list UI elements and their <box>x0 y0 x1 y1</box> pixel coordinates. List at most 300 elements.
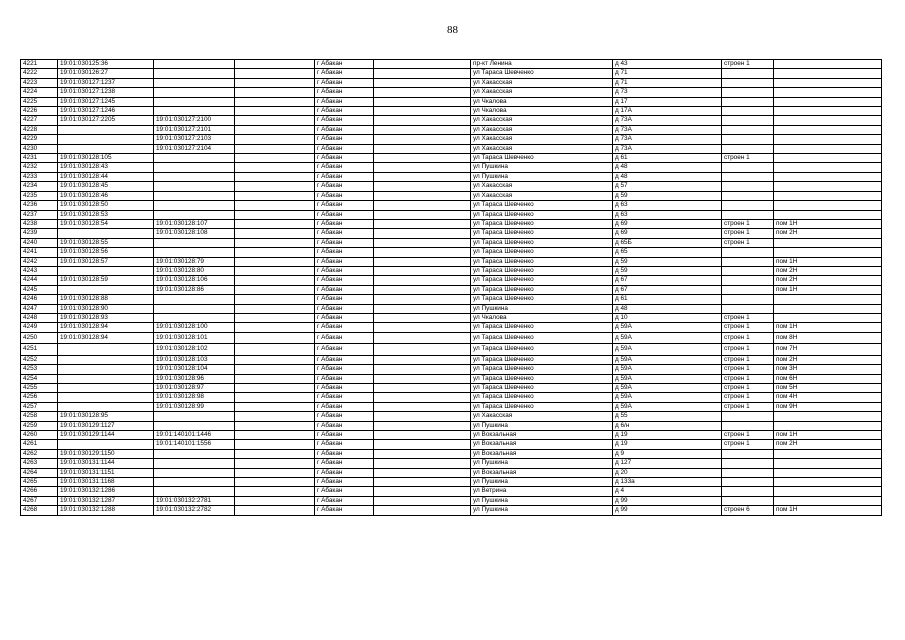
cell-object-cadastral-number <box>154 468 235 477</box>
table-row <box>21 210 882 219</box>
cell-premises <box>774 107 882 116</box>
cell-blank-column <box>235 285 315 294</box>
cell-cadastral-number <box>58 229 154 238</box>
cell-city: г Абакан <box>315 248 374 257</box>
cell-blank-column-2 <box>374 496 471 505</box>
cell-building: строен 1 <box>722 440 774 449</box>
cell-blank-column-2 <box>374 431 471 440</box>
cell-cadastral-number: 19:01:030128:93 <box>58 313 154 322</box>
cell-blank-column-2 <box>374 229 471 238</box>
cell-building: строен 1 <box>722 238 774 247</box>
cell-blank-column-2 <box>374 238 471 247</box>
cell-blank-column <box>235 60 315 69</box>
cell-object-cadastral-number <box>154 478 235 487</box>
cell-premises <box>774 210 882 219</box>
cell-house: д 65Б <box>613 238 722 247</box>
cell-house: д 59А <box>613 402 722 411</box>
cell-street: ул Тараса Шевченко <box>471 332 613 344</box>
cell-building: строен 1 <box>722 332 774 344</box>
cell-city: г Абакан <box>315 88 374 97</box>
cell-premises: пом 1Н <box>774 219 882 228</box>
cell-blank-column <box>235 248 315 257</box>
cell-blank-column-2 <box>374 374 471 383</box>
table-row <box>21 285 882 294</box>
cell-object-cadastral-number <box>154 210 235 219</box>
cell-blank-column-2 <box>374 421 471 430</box>
cell-row-number: 4250 <box>21 332 58 344</box>
cell-street: ул Пушкина <box>471 506 613 515</box>
cell-object-cadastral-number: 19:01:030128:99 <box>154 402 235 411</box>
cell-premises <box>774 487 882 496</box>
cell-cadastral-number: 19:01:030128:94 <box>58 332 154 344</box>
cell-cadastral-number: 19:01:030131:1168 <box>58 478 154 487</box>
cell-house: д 48 <box>613 304 722 313</box>
cell-blank-column <box>235 323 315 332</box>
cell-cadastral-number: 19:01:030128:95 <box>58 412 154 421</box>
cell-street: ул Тараса Шевченко <box>471 248 613 257</box>
cell-city: г Абакан <box>315 402 374 411</box>
cell-premises: пом 2Н <box>774 440 882 449</box>
cell-blank-column-2 <box>374 182 471 191</box>
cell-city: г Абакан <box>315 144 374 153</box>
cell-row-number: 4241 <box>21 248 58 257</box>
cell-object-cadastral-number: 19:01:030127:2103 <box>154 135 235 144</box>
cell-blank-column-2 <box>374 125 471 134</box>
cell-premises: пом 6Н <box>774 374 882 383</box>
table-row <box>21 344 882 356</box>
cell-blank-column-2 <box>374 344 471 356</box>
cell-row-number: 4238 <box>21 219 58 228</box>
table-row <box>21 431 882 440</box>
cell-blank-column <box>235 313 315 322</box>
cell-object-cadastral-number <box>154 304 235 313</box>
cell-street: ул Тараса Шевченко <box>471 393 613 402</box>
cell-street: ул Тараса Шевченко <box>471 344 613 356</box>
cell-city: г Абакан <box>315 449 374 458</box>
cell-street: ул Хакасская <box>471 182 613 191</box>
cell-row-number: 4230 <box>21 144 58 153</box>
cell-building <box>722 468 774 477</box>
cell-street: ул Хакасская <box>471 116 613 125</box>
cell-house: д 67 <box>613 276 722 285</box>
cell-object-cadastral-number: 19:01:030128:86 <box>154 285 235 294</box>
cell-blank-column-2 <box>374 393 471 402</box>
cell-row-number: 4227 <box>21 116 58 125</box>
cell-row-number: 4226 <box>21 107 58 116</box>
cell-street: ул Пушкина <box>471 478 613 487</box>
cell-building <box>722 88 774 97</box>
cell-row-number: 4225 <box>21 97 58 106</box>
cell-premises: пом 7Н <box>774 344 882 356</box>
cell-house: д 19 <box>613 431 722 440</box>
cell-building <box>722 304 774 313</box>
cell-house: д 48 <box>613 163 722 172</box>
cell-building: строен 1 <box>722 384 774 393</box>
cell-blank-column-2 <box>374 285 471 294</box>
cell-house: д 65 <box>613 248 722 257</box>
cell-premises <box>774 135 882 144</box>
cell-object-cadastral-number <box>154 163 235 172</box>
cell-street: ул Тараса Шевченко <box>471 201 613 210</box>
cell-premises <box>774 172 882 181</box>
cell-blank-column-2 <box>374 506 471 515</box>
cell-city: г Абакан <box>315 154 374 163</box>
cell-street: ул Тараса Шевченко <box>471 219 613 228</box>
cell-cadastral-number <box>58 355 154 364</box>
cell-cadastral-number: 19:01:030127:1245 <box>58 97 154 106</box>
cell-blank-column-2 <box>374 332 471 344</box>
cell-object-cadastral-number: 19:01:030128:98 <box>154 393 235 402</box>
cell-house: д 99 <box>613 496 722 505</box>
cell-object-cadastral-number <box>154 154 235 163</box>
cell-blank-column-2 <box>374 468 471 477</box>
cell-cadastral-number: 19:01:030131:1144 <box>58 459 154 468</box>
cell-house: д 4 <box>613 487 722 496</box>
cell-cadastral-number: 19:01:030128:57 <box>58 257 154 266</box>
cell-city: г Абакан <box>315 468 374 477</box>
table-row <box>21 154 882 163</box>
cell-blank-column-2 <box>374 154 471 163</box>
cell-cadastral-number: 19:01:030128:44 <box>58 172 154 181</box>
cell-premises <box>774 144 882 153</box>
cell-cadastral-number: 19:01:030128:90 <box>58 304 154 313</box>
cell-premises <box>774 125 882 134</box>
cell-row-number: 4242 <box>21 257 58 266</box>
table-row <box>21 257 882 266</box>
cell-building <box>722 449 774 458</box>
table-row <box>21 69 882 78</box>
cell-house: д 57 <box>613 182 722 191</box>
cell-blank-column <box>235 478 315 487</box>
cell-blank-column <box>235 238 315 247</box>
cell-house: д 9 <box>613 449 722 458</box>
cell-city: г Абакан <box>315 304 374 313</box>
cell-street: ул Хакасская <box>471 144 613 153</box>
cell-cadastral-number: 19:01:030128:50 <box>58 201 154 210</box>
cell-blank-column-2 <box>374 78 471 87</box>
cell-city: г Абакан <box>315 421 374 430</box>
cell-premises <box>774 468 882 477</box>
cell-city: г Абакан <box>315 459 374 468</box>
cell-row-number: 4251 <box>21 344 58 356</box>
cell-blank-column <box>235 182 315 191</box>
cell-row-number: 4247 <box>21 304 58 313</box>
cell-street: ул Пушкина <box>471 459 613 468</box>
cell-house: д 73А <box>613 125 722 134</box>
cell-object-cadastral-number: 19:01:030132:2781 <box>154 496 235 505</box>
table-row <box>21 182 882 191</box>
cell-street: ул Пушкина <box>471 304 613 313</box>
cell-house: д 73А <box>613 116 722 125</box>
cell-city: г Абакан <box>315 431 374 440</box>
cell-blank-column-2 <box>374 487 471 496</box>
cell-house: д 48 <box>613 172 722 181</box>
cell-city: г Абакан <box>315 60 374 69</box>
cell-row-number: 4223 <box>21 78 58 87</box>
cell-blank-column <box>235 402 315 411</box>
cell-premises <box>774 313 882 322</box>
cell-object-cadastral-number <box>154 459 235 468</box>
cell-blank-column-2 <box>374 304 471 313</box>
table-row <box>21 97 882 106</box>
cell-street: ул Хакасская <box>471 191 613 200</box>
cell-cadastral-number: 19:01:030128:105 <box>58 154 154 163</box>
cell-blank-column <box>235 496 315 505</box>
cell-premises <box>774 182 882 191</box>
cell-row-number: 4256 <box>21 393 58 402</box>
cell-building <box>722 487 774 496</box>
cell-cadastral-number: 19:01:030128:56 <box>58 248 154 257</box>
cell-house: д 73А <box>613 135 722 144</box>
cell-row-number: 4257 <box>21 402 58 411</box>
cell-city: г Абакан <box>315 125 374 134</box>
cell-cadastral-number: 19:01:030127:1237 <box>58 78 154 87</box>
cell-cadastral-number <box>58 374 154 383</box>
cell-house: д 59 <box>613 266 722 275</box>
cell-building <box>722 135 774 144</box>
cell-house: д 59А <box>613 393 722 402</box>
table-row <box>21 163 882 172</box>
cell-premises: пом 2Н <box>774 355 882 364</box>
cell-city: г Абакан <box>315 97 374 106</box>
cell-cadastral-number: 19:01:030132:1288 <box>58 506 154 515</box>
cell-row-number: 4265 <box>21 478 58 487</box>
cell-building <box>722 191 774 200</box>
cell-cadastral-number: 19:01:030127:2205 <box>58 116 154 125</box>
cell-row-number: 4224 <box>21 88 58 97</box>
table-row <box>21 365 882 374</box>
table-row <box>21 266 882 275</box>
cell-premises <box>774 69 882 78</box>
table-row <box>21 412 882 421</box>
cell-premises: пом 2Н <box>774 229 882 238</box>
cell-row-number: 4268 <box>21 506 58 515</box>
cell-street: ул Чкалова <box>471 313 613 322</box>
cell-building: строен 1 <box>722 60 774 69</box>
table-row <box>21 496 882 505</box>
page-number: 88 <box>447 24 458 36</box>
cell-city: г Абакан <box>315 344 374 356</box>
cell-cadastral-number: 19:01:030128:55 <box>58 238 154 247</box>
cell-blank-column-2 <box>374 402 471 411</box>
cell-object-cadastral-number: 19:01:030127:2104 <box>154 144 235 153</box>
cell-city: г Абакан <box>315 393 374 402</box>
cell-blank-column <box>235 459 315 468</box>
cell-object-cadastral-number: 19:01:140101:1446 <box>154 431 235 440</box>
cell-city: г Абакан <box>315 238 374 247</box>
cell-city: г Абакан <box>315 440 374 449</box>
cell-object-cadastral-number <box>154 88 235 97</box>
cell-cadastral-number <box>58 402 154 411</box>
cell-row-number: 4236 <box>21 201 58 210</box>
cell-cadastral-number: 19:01:030128:46 <box>58 191 154 200</box>
cell-premises <box>774 78 882 87</box>
cell-building: строен 1 <box>722 402 774 411</box>
cell-blank-column <box>235 144 315 153</box>
table-row <box>21 449 882 458</box>
cell-building <box>722 276 774 285</box>
cell-premises: пом 4Н <box>774 393 882 402</box>
cell-row-number: 4228 <box>21 125 58 134</box>
cell-street: ул Тараса Шевченко <box>471 295 613 304</box>
cell-building <box>722 248 774 257</box>
cell-row-number: 4259 <box>21 421 58 430</box>
cell-building <box>722 172 774 181</box>
cell-house: д 20 <box>613 468 722 477</box>
cell-blank-column <box>235 219 315 228</box>
cell-street: ул Хакасская <box>471 125 613 134</box>
cell-street: ул Тараса Шевченко <box>471 210 613 219</box>
cell-house: д 73 <box>613 88 722 97</box>
cell-premises <box>774 116 882 125</box>
cell-blank-column <box>235 116 315 125</box>
table-row <box>21 295 882 304</box>
cell-building <box>722 295 774 304</box>
cell-blank-column <box>235 201 315 210</box>
cell-cadastral-number: 19:01:030125:36 <box>58 60 154 69</box>
cell-row-number: 4248 <box>21 313 58 322</box>
cell-city: г Абакан <box>315 412 374 421</box>
cell-blank-column-2 <box>374 478 471 487</box>
cell-city: г Абакан <box>315 172 374 181</box>
cell-object-cadastral-number: 19:01:030128:108 <box>154 229 235 238</box>
cell-building: строен 1 <box>722 154 774 163</box>
table-row <box>21 229 882 238</box>
cell-city: г Абакан <box>315 201 374 210</box>
cell-house: д 63 <box>613 201 722 210</box>
cell-blank-column-2 <box>374 459 471 468</box>
cell-blank-column <box>235 276 315 285</box>
cell-house: д 63 <box>613 210 722 219</box>
cell-cadastral-number <box>58 135 154 144</box>
cell-row-number: 4234 <box>21 182 58 191</box>
table-row <box>21 402 882 411</box>
cell-building <box>722 78 774 87</box>
table-row <box>21 355 882 364</box>
cell-cadastral-number: 19:01:030127:1246 <box>58 107 154 116</box>
cell-city: г Абакан <box>315 355 374 364</box>
cell-street: ул Тараса Шевченко <box>471 266 613 275</box>
cell-blank-column-2 <box>374 365 471 374</box>
cell-blank-column <box>235 257 315 266</box>
cell-blank-column-2 <box>374 440 471 449</box>
cell-cadastral-number <box>58 384 154 393</box>
cell-cadastral-number: 19:01:030128:88 <box>58 295 154 304</box>
cell-object-cadastral-number <box>154 78 235 87</box>
cell-premises: пом 5Н <box>774 384 882 393</box>
cell-object-cadastral-number: 19:01:030128:102 <box>154 344 235 356</box>
cell-cadastral-number: 19:01:030128:45 <box>58 182 154 191</box>
cell-blank-column-2 <box>374 201 471 210</box>
cell-blank-column <box>235 384 315 393</box>
cell-premises: пом 2Н <box>774 266 882 275</box>
cell-cadastral-number <box>58 393 154 402</box>
cell-blank-column-2 <box>374 219 471 228</box>
cell-building: строен 1 <box>722 393 774 402</box>
table-row <box>21 440 882 449</box>
cell-object-cadastral-number <box>154 295 235 304</box>
cell-row-number: 4221 <box>21 60 58 69</box>
cadastral-table <box>20 59 882 516</box>
table-row <box>21 248 882 257</box>
cell-premises <box>774 88 882 97</box>
table-row <box>21 172 882 181</box>
cell-premises: пом 1Н <box>774 285 882 294</box>
cell-object-cadastral-number: 19:01:030128:80 <box>154 266 235 275</box>
cell-house: д 59А <box>613 332 722 344</box>
cell-blank-column-2 <box>374 449 471 458</box>
cell-blank-column-2 <box>374 355 471 364</box>
cell-street: ул Тараса Шевченко <box>471 229 613 238</box>
cell-street: ул Пушкина <box>471 163 613 172</box>
cell-house: д 69 <box>613 219 722 228</box>
cell-row-number: 4244 <box>21 276 58 285</box>
cell-street: пр-кт Ленина <box>471 60 613 69</box>
cell-row-number: 4253 <box>21 365 58 374</box>
cell-premises <box>774 478 882 487</box>
cell-city: г Абакан <box>315 229 374 238</box>
cell-premises <box>774 295 882 304</box>
cell-object-cadastral-number <box>154 182 235 191</box>
cell-blank-column-2 <box>374 276 471 285</box>
cell-premises <box>774 496 882 505</box>
cell-house: д 127 <box>613 459 722 468</box>
cell-row-number: 4240 <box>21 238 58 247</box>
cell-street: ул Вокзальная <box>471 449 613 458</box>
cell-premises <box>774 60 882 69</box>
cell-blank-column <box>235 78 315 87</box>
cell-blank-column <box>235 506 315 515</box>
cell-row-number: 4233 <box>21 172 58 181</box>
cell-street: ул Тараса Шевченко <box>471 285 613 294</box>
cell-row-number: 4222 <box>21 69 58 78</box>
cell-building <box>722 478 774 487</box>
cell-blank-column-2 <box>374 116 471 125</box>
cell-street: ул Тараса Шевченко <box>471 374 613 383</box>
cell-blank-column <box>235 374 315 383</box>
cell-premises <box>774 459 882 468</box>
cell-object-cadastral-number: 19:01:030128:101 <box>154 332 235 344</box>
cell-house: д 59А <box>613 365 722 374</box>
cell-house: д 59 <box>613 257 722 266</box>
table-row <box>21 125 882 134</box>
cell-blank-column-2 <box>374 191 471 200</box>
cell-city: г Абакан <box>315 219 374 228</box>
cell-building: строен 1 <box>722 229 774 238</box>
cell-street: ул Тараса Шевченко <box>471 69 613 78</box>
cell-premises <box>774 248 882 257</box>
cell-house: д 6/н <box>613 421 722 430</box>
cell-premises: пом 2Н <box>774 276 882 285</box>
cell-blank-column-2 <box>374 384 471 393</box>
cell-blank-column <box>235 125 315 134</box>
cell-house: д 67 <box>613 285 722 294</box>
cell-blank-column-2 <box>374 135 471 144</box>
cell-row-number: 4243 <box>21 266 58 275</box>
cell-city: г Абакан <box>315 285 374 294</box>
cell-house: д 59А <box>613 344 722 356</box>
cell-blank-column <box>235 487 315 496</box>
cell-city: г Абакан <box>315 276 374 285</box>
cell-object-cadastral-number <box>154 248 235 257</box>
cell-building: строен 6 <box>722 506 774 515</box>
cell-blank-column <box>235 163 315 172</box>
cell-house: д 71 <box>613 78 722 87</box>
table-row <box>21 374 882 383</box>
cell-building <box>722 459 774 468</box>
cell-cadastral-number: 19:01:030128:54 <box>58 219 154 228</box>
table-row <box>21 219 882 228</box>
